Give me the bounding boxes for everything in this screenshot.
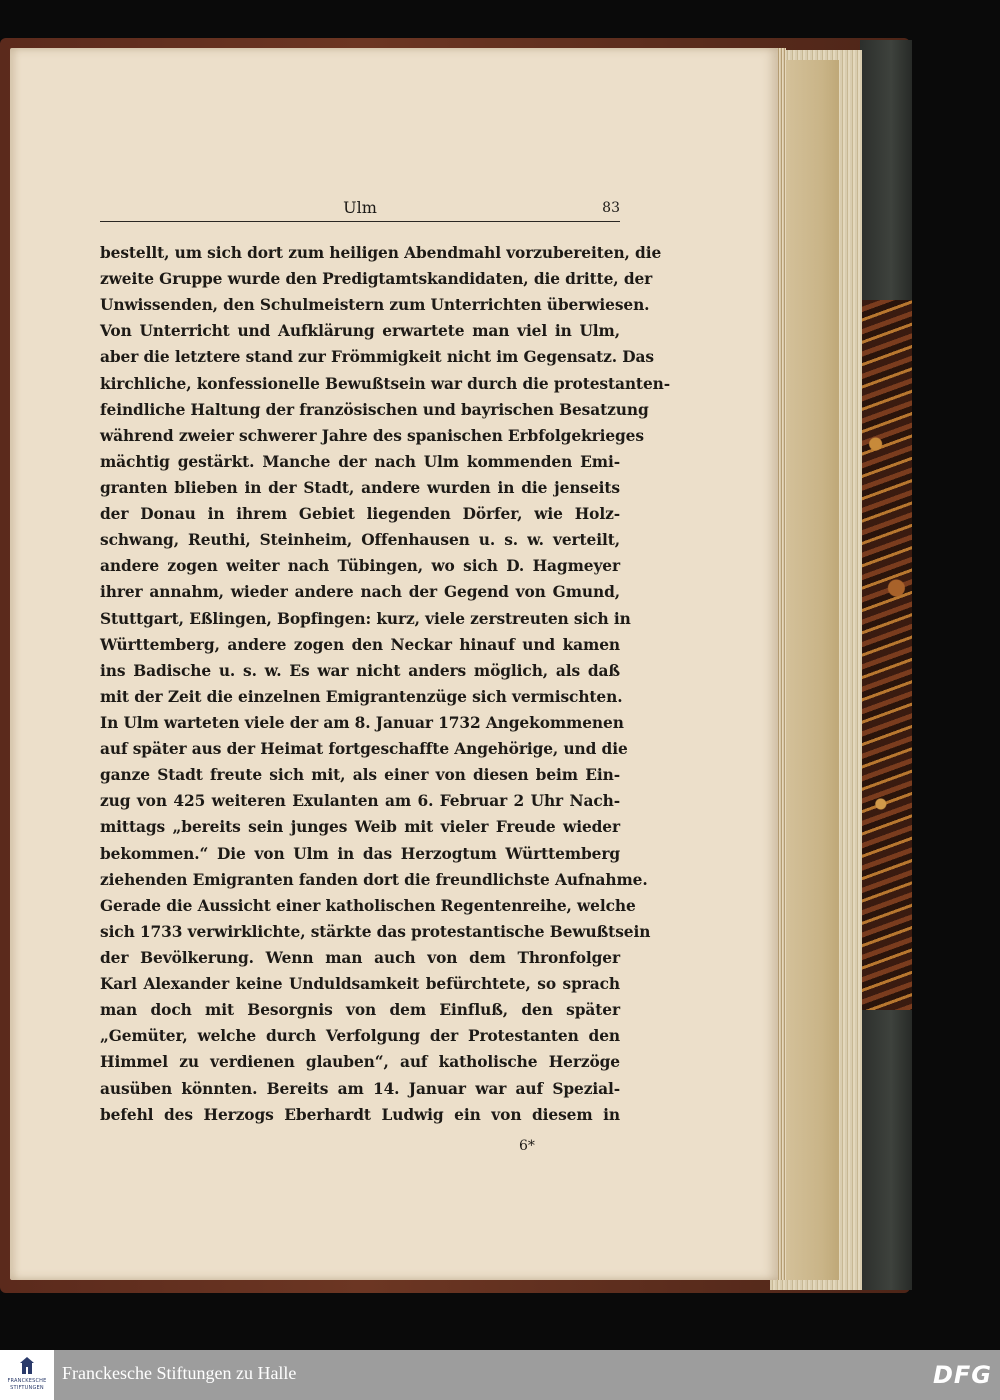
text-line: der Donau in ihrem Gebiet liegenden Dörfer, wie Holz- bbox=[100, 505, 620, 524]
text-line: Von Unterricht und Aufklärung erwartete man viel in Ulm, bbox=[100, 322, 620, 341]
text-line: „Gemüter, welche durch Verfolgung der Protestanten den bbox=[100, 1027, 620, 1046]
text-line: bekommen.“ Die von Ulm in das Herzogtum Württemberg bbox=[100, 844, 620, 863]
text-line: kirchliche, konfessionelle Bewußtsein war durch die protestanten- bbox=[100, 374, 671, 393]
text-line: Unwissenden, den Schulmeistern zum Unterrichten überwiesen. bbox=[100, 296, 650, 315]
book-spine-top bbox=[860, 40, 912, 300]
text-line: Württemberg, andere zogen den Neckar hinauf und kamen bbox=[100, 635, 620, 654]
text-line: Gerade die Aussicht einer katholischen Regentenreihe, welche bbox=[100, 896, 636, 915]
text-line: ausüben könnten. Bereits am 14. Januar war auf Spezial- bbox=[100, 1079, 620, 1098]
text-line: bestellt, um sich dort zum heiligen Abendmahl vorzubereiten, die bbox=[100, 244, 662, 262]
text-line: man doch mit Besorgnis von dem Einfluß, den später bbox=[100, 1001, 620, 1020]
header-rule bbox=[100, 221, 620, 222]
dfg-logo[interactable]: DFG bbox=[932, 1361, 992, 1389]
text-line: sich 1733 verwirklichte, stärkte das protestantische Bewußtsein bbox=[100, 922, 651, 941]
text-line: Himmel zu verdienen glauben“, auf katholische Herzöge bbox=[100, 1053, 620, 1072]
signature-mark: 6* bbox=[519, 1138, 535, 1154]
text-line: ganze Stadt freute sich mit, als einer von diesen beim Ein- bbox=[100, 766, 620, 785]
text-line: schwang, Reuthi, Steinheim, Offenhausen u. s. w. verteilt, bbox=[100, 531, 620, 550]
text-line: Karl Alexander keine Unduldsamkeit befürchtete, so sprach bbox=[100, 975, 620, 994]
text-line: andere zogen weiter nach Tübingen, wo sich D. Hagmeyer bbox=[100, 557, 620, 576]
footer-bar bbox=[0, 1350, 1000, 1400]
text-line: auf später aus der Heimat fortgeschaffte Angehörige, und die bbox=[100, 740, 628, 759]
page-number: 83 bbox=[602, 200, 620, 216]
marbled-cover-edge bbox=[860, 300, 912, 1020]
text-line: aber die letztere stand zur Frömmigkeit nicht im Gegensatz. Das bbox=[100, 348, 654, 367]
text-line: befehl des Herzogs Eberhardt Ludwig ein von diesem in bbox=[100, 1105, 620, 1124]
institution-logo[interactable] bbox=[0, 1350, 54, 1400]
text-line: ziehenden Emigranten fanden dort die freundlichste Aufnahme. bbox=[100, 870, 648, 889]
text-line: zweite Gruppe wurde den Predigtamtskandidaten, die dritte, der bbox=[100, 270, 653, 289]
text-line: mächtig gestärkt. Manche der nach Ulm kommenden Emi- bbox=[100, 452, 620, 471]
running-header bbox=[100, 196, 620, 222]
text-line: der Bevölkerung. Wenn man auch von dem Thronfolger bbox=[100, 948, 620, 967]
logo-text-line2: STIFTUNGEN bbox=[10, 1385, 44, 1391]
institution-name[interactable]: Franckesche Stiftungen zu Halle bbox=[62, 1363, 297, 1383]
logo-text-line1: FRANCKESCHE bbox=[7, 1378, 47, 1384]
book-spine-bottom bbox=[860, 1010, 912, 1290]
body-text bbox=[100, 240, 671, 1128]
text-line: mittags „bereits sein junges Weib mit vieler Freude wieder bbox=[100, 818, 620, 837]
text-line: feindliche Haltung der französischen und bayrischen Besatzung bbox=[100, 400, 649, 419]
text-line: mit der Zeit die einzelnen Emigrantenzüge sich vermischten. bbox=[100, 687, 623, 706]
page-block-shadow bbox=[784, 60, 839, 1280]
text-line: während zweier schwerer Jahre des spanischen Erbfolgekrieges bbox=[100, 426, 644, 445]
text-line: ins Badische u. s. w. Es war nicht anders möglich, als daß bbox=[100, 661, 620, 680]
running-title: Ulm bbox=[343, 198, 377, 217]
text-line: ihrer annahm, wieder andere nach der Gegend von Gmund, bbox=[100, 583, 620, 602]
text-line: Stuttgart, Eßlingen, Bopfingen: kurz, viele zerstreuten sich in bbox=[100, 609, 631, 628]
text-line: granten blieben in der Stadt, andere wurden in die jenseits bbox=[100, 478, 620, 497]
text-line: zug von 425 weiteren Exulanten am 6. Februar 2 Uhr Nach- bbox=[100, 792, 620, 811]
orphanage-building-icon bbox=[19, 1356, 35, 1374]
text-line: In Ulm warteten viele der am 8. Januar 1732 Angekommenen bbox=[100, 713, 624, 732]
